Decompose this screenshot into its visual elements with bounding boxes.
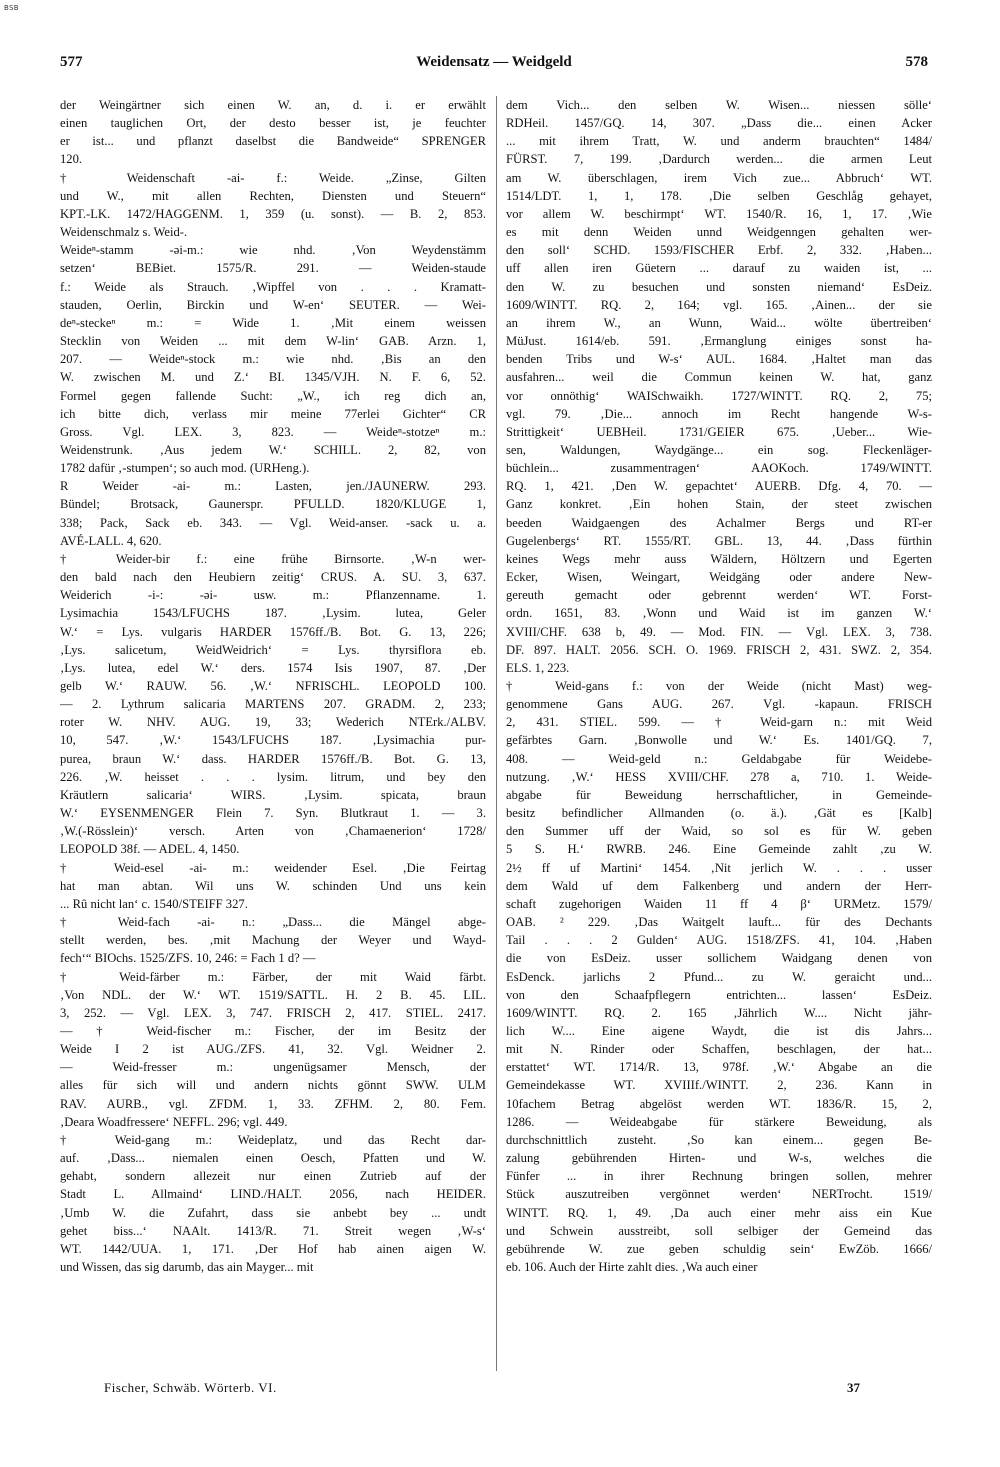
- text-line: benden Tribs und W-s‘ AUL. 1684. ‚Haltet man das: [506, 352, 932, 367]
- text-line: RQ. 1, 421. ‚Den W. gepachtet‘ AUERB. Dfg. 4, 70. —: [506, 479, 932, 494]
- text-line: W.‘ EYSENMENGER Flein 7. Syn. Blutkraut 1. — 3.: [60, 806, 486, 821]
- text-line: Ecker, Wisen, Weingart, Weidgäng oder andere New-: [506, 570, 932, 585]
- text-line: stellt werden, bes. ‚mit Machung der Weyer und Wayd-: [60, 933, 486, 948]
- text-line: Weidenschmalz s. Weid-.: [60, 225, 188, 240]
- text-line: ... mit ihrem Tratt, W. und anderm brauchten“ 1484/: [506, 134, 932, 149]
- text-line: FÜRST. 7, 199. ‚Dardurch werden... die armen Leut: [506, 152, 932, 167]
- right-column: [506, 96, 932, 1276]
- text-line: gehabt, sondern allezeit nur einen Zutrieb auf der: [60, 1169, 486, 1184]
- text-line: Kräutlern salicaria‘ WIRS. ‚Lysim. spicata, braun: [60, 787, 486, 802]
- text-line: auf. ‚Dass... niemalen einen Oesch, Pfatten und W.: [60, 1151, 486, 1166]
- text-line: XVIII/CHF. 638 b, 49. — Mod. FIN. — Vgl. LEX. 3, 738.: [506, 624, 932, 639]
- text-line: Weide I 2 ist AUG./ZFS. 41, 32. Vgl. Weidner 2.: [60, 1042, 486, 1057]
- text-line: dem Vich... den selben W. Wisen... niessen sölle‘: [506, 98, 932, 112]
- text-line: purea, braun W.‘ dass. HARDER 1576ff./B. Bot. G. 13,: [60, 751, 486, 766]
- text-line: fech‘“ BIOchs. 1525/ZFS. 10, 246: = Fach 1 d? —: [60, 951, 316, 966]
- text-line: ich bitte dich, verlass mir meine 77erlei Gichter“ CR: [60, 406, 486, 421]
- text-line: EsDenck. jarlichs 2 Pfund... zu W. geraicht und...: [506, 969, 932, 984]
- text-line: keines Wegs mehr auss Wäldern, Höltzern und Egerten: [506, 551, 932, 566]
- text-line: ausfahren... weil die Commun keinen W. hat, ganz: [506, 370, 932, 385]
- text-line: † Weid-gans f.: von der Weide (nicht Mast) weg-: [506, 679, 932, 693]
- page-header: [60, 54, 928, 76]
- text-line: † Weid-esel -ai- m.: weidender Esel. ‚Die Feirtag: [60, 860, 486, 875]
- text-line: sen, Waldungen, Waydgänge... ein sog. Fleckenläger-: [506, 442, 932, 457]
- text-line: schaft zugehorigen Waiden 11 ff 4 β‘ URMetz. 1579/: [506, 896, 932, 911]
- text-line: ‚W.(-Rösslein)‘ versch. Arten von ‚Chamaenerion‘ 1728/: [60, 824, 486, 839]
- text-line: gehet biss...‘ NAAlt. 1413/R. 71. Streit wegen ‚W-s‘: [60, 1223, 486, 1238]
- text-line: R Weider -ai- m.: Lasten, jen./JAUNERW. 293.: [60, 479, 486, 494]
- text-line: die von EsDeiz. usser sollichem Waidgang denen von: [506, 951, 932, 966]
- page-number-right: 578: [905, 54, 928, 70]
- text-line: durchschnittlich zusteht. ‚So kan einem... gegen Be-: [506, 1132, 932, 1147]
- book-signature: Fischer, Schwäb. Wörterb. VI.: [104, 1380, 277, 1395]
- text-line: Gross. Vgl. LEX. 3, 823. — Weideⁿ-stotzeⁿ m.:: [60, 424, 486, 439]
- text-line: Ganz konkret. ‚Ein hohen Stain, der steet zwischen: [506, 497, 932, 512]
- library-mark: BSB: [4, 4, 19, 12]
- text-line: ordn. 1651, 83. ‚Wonn und Waid ist im ganzen W.‘: [506, 606, 932, 621]
- text-line: roter W. NHV. AUG. 19, 33; Wederich NTErk./ALBV.: [60, 715, 486, 730]
- text-line: 2½ ff uf Martini‘ 1454. ‚Nit jerlich W. . . . usser: [506, 860, 932, 875]
- text-line: abgabe für Beweidung herrschaftlicher, in Gemeinde-: [506, 787, 932, 802]
- text-line: AVÉ-LALL. 4, 620.: [60, 533, 162, 548]
- text-line: 1286. — Weideabgabe für stärkere Beweidung, als: [506, 1114, 932, 1129]
- text-line: dem Wald uf dem Falkenberg und andern der Herr-: [506, 878, 932, 893]
- text-line: Fünfer ... in ihrer Rechnung bringen sollen, mehrer: [506, 1169, 932, 1184]
- sheet-number: 37: [847, 1380, 860, 1395]
- text-line: Stecklin von Weiden ... mit dem W-lin‘ GAB. Arzn. 1,: [60, 334, 486, 349]
- page-title: Weidensatz — Weidgeld: [416, 54, 572, 70]
- text-line: ELS. 1, 223.: [506, 660, 570, 675]
- text-line: 1609/WINTT. RQ. 2. 165 ‚Jährlich W.... Nicht jähr-: [506, 1005, 932, 1020]
- text-line: 1782 dafür ‚-stumpen‘; so auch mod. (URHeng.).: [60, 461, 310, 476]
- text-line: 1514/LDT. 1, 1, 178. ‚Die selben Geschlåg gehayet,: [506, 188, 932, 203]
- page-number-left: 577: [60, 54, 83, 70]
- text-line: und Wissen, das sig darumb, das ain Mayger... mit: [60, 1260, 314, 1274]
- text-line: 3, 252. — Vgl. LEX. 3, 747. FRISCH 2, 417. STIEL. 2417.: [60, 1005, 486, 1020]
- text-line: † Weid-färber m.: Färber, der mit Waid färbt.: [60, 969, 486, 984]
- text-line: gereuth gemacht oder gebrennt werden‘ WT. Forst-: [506, 588, 932, 603]
- text-line: vor onnöthig‘ WAISchwaikh. 1727/WINTT. RQ. 2, 75;: [506, 388, 932, 403]
- text-line: † Weid-gang m.: Weideplatz, und das Recht dar-: [60, 1132, 486, 1147]
- text-line: † Weid-fach -ai- n.: „Dass... die Mängel abge-: [60, 915, 486, 930]
- text-line: 10, 547. ‚W.‘ 1543/LFUCHS 187. ‚Lysimachia pur-: [60, 733, 486, 748]
- text-line: lich W.... Eine aigene Waydt, die ist dis Jahrs...: [506, 1023, 932, 1038]
- text-line: RAV. AURB., vgl. ZFDM. 1, 33. ZFHM. 2, 80. Fem.: [60, 1096, 486, 1111]
- text-line: 5 S. H.‘ RWRB. 246. Eine Gemeinde zahlt ‚zu W.: [506, 842, 932, 857]
- text-line: Tail . . . 2 Gulden‘ AUG. 1518/ZFS. 41, 104. ‚Haben: [506, 933, 932, 948]
- text-line: und Schwein ausstreibt, soll selbiger der Gemeind das: [506, 1223, 932, 1238]
- column-divider: [496, 96, 497, 1371]
- text-line: ‚Lys. lutea, edel W.‘ ders. 1574 Isis 1907, 87. ‚Der: [60, 660, 486, 675]
- text-line: ‚Deara Woadfressere‘ NEFFL. 296; vgl. 449.: [60, 1114, 288, 1129]
- text-line: f.: Weide als Strauch. ‚Wipffel von . . . Kramatt-: [60, 279, 486, 294]
- text-line: am W. überschlagen, irem Vich zue... Abbruch‘ WT.: [506, 170, 932, 185]
- text-line: 408. — Weid-geld n.: Geldabgabe für Weidebe-: [506, 751, 932, 766]
- text-line: LEOPOLD 38f. — ADEL. 4, 1450.: [60, 842, 240, 857]
- text-line: OAB. ² 229. ‚Das Waitgelt lauft... für des Dechants: [506, 915, 932, 930]
- text-line: Weidenstrunk. ‚Aus jedem W.‘ SCHILL. 2, 82, von: [60, 442, 486, 457]
- text-line: DF. 897. HALT. 2056. SCH. O. 1969. FRISCH 2, 431. SWZ. 2, 354.: [506, 642, 932, 657]
- text-line: Weiderich -i-: -əi- usw. m.: Pflanzenname. 1.: [60, 588, 486, 603]
- text-line: Gugelenbergs‘ RT. 1555/RT. GBL. 13, 44. ‚Dass fürthin: [506, 533, 932, 548]
- text-line: nutzung. ‚W.‘ HESS XVIII/CHF. 278 a, 710. 1. Weide-: [506, 769, 932, 784]
- text-line: W.‘ = Lys. vulgaris HARDER 1576ff./B. Bot. G. 13, 226;: [60, 624, 486, 639]
- text-line: besitz befindlicher Allmanden (o. ä.). ‚Gät es [Kalb]: [506, 806, 932, 821]
- text-line: und W., mit allen Rechten, Diensten und Steuern“: [60, 188, 486, 203]
- text-line: 226. ‚W. heisset . . . lysim. litrum, und bey den: [60, 769, 486, 784]
- text-line: beeden Waidgaengen des Achalmer Bergs und RT-er: [506, 515, 932, 530]
- text-line: einen tauglichen Ort, der desto besser ist, je feuchter: [60, 116, 486, 131]
- text-line: den bald nach den Heubiern zeitig‘ CRUS. A. SU. 3, 637.: [60, 570, 486, 585]
- text-line: von den Schaafpflegern entrichten... lassen‘ EsDeiz.: [506, 987, 932, 1002]
- text-line: Gemeindekasse WT. XVIIIf./WINTT. 2, 236. Kann in: [506, 1078, 932, 1093]
- text-line: uff allen iren Güetern ... darauf zu waiden ist, ...: [506, 261, 932, 276]
- text-line: Bündel; Brotsack, Gaunerspr. PFULLD. 1820/KLUGE 1,: [60, 497, 486, 512]
- text-line: setzen‘ BEBiet. 1575/R. 291. — Weiden-staude: [60, 261, 486, 276]
- text-line: W. zwischen M. und Z.‘ BI. 1345/VJH. N. F. 6, 52.: [60, 370, 486, 385]
- text-line: — † Weid-fischer m.: Fischer, der im Besitz der: [60, 1023, 486, 1038]
- text-line: eb. 106. Auch der Hirte zahlt dies. ‚Wa auch einer: [506, 1260, 758, 1274]
- text-line: WT. 1442/UUA. 1, 171. ‚Der Hof hab ainen aigen W.: [60, 1241, 486, 1256]
- text-line: büchlein... zusammentragen‘ AAOKoch. 1749/WINTT.: [506, 461, 932, 476]
- page-footer: [104, 1380, 860, 1396]
- left-column: [60, 96, 486, 1276]
- text-line: stauden, Oerlin, Birckin und W-en‘ SEUTER. — Wei-: [60, 297, 486, 312]
- text-line: † Weidenschaft -ai- f.: Weide. „Zinse, Gilten: [60, 170, 486, 185]
- text-line: ‚Umb W. die Zufahrt, dass sie anbebt bey ... undt: [60, 1205, 486, 1220]
- text-line: er ist... und pflanzt daselbst die Bandweide“ SPRENGER: [60, 134, 486, 149]
- text-line: ... Rû nicht lan‘ c. 1540/STEIFF 327.: [60, 896, 248, 911]
- text-line: Weideⁿ-stamm -əi-m.: wie nhd. ‚Von Weydenstämm: [60, 243, 486, 258]
- text-line: Formel gegen fallende Sucht: „W., ich reg dich an,: [60, 388, 486, 403]
- text-line: WINTT. RQ. 1, 49. ‚Da auch einer mehr aiss ein Kue: [506, 1205, 932, 1220]
- text-line: gefärbtes Garn. ‚Bonwolle und W.‘ Es. 1401/GQ. 7,: [506, 733, 932, 748]
- text-line: an ihrem W., an Wunn, Waid... wölte übertreiben‘: [506, 315, 932, 330]
- text-line: — 2. Lythrum salicaria MARTENS 207. GRADM. 2, 233;: [60, 697, 486, 712]
- text-line: genommene Gans AUG. 267. Vgl. -kapaun. FRISCH: [506, 697, 932, 712]
- text-line: Stück auszutreiben vergönnet werden‘ NERTrocht. 1519/: [506, 1187, 932, 1202]
- text-line: den Summer uff der Waid, so sol es für W. geben: [506, 824, 932, 839]
- text-line: gelb W.‘ RAUW. 56. ‚W.‘ NFRISCHL. LEOPOLD 100.: [60, 679, 486, 693]
- text-line: mit N. Rinder oder Schaffen, beschlagen, der hat...: [506, 1042, 932, 1057]
- text-line: Lysimachia 1543/LFUCHS 187. ‚Lysim. lutea, Geler: [60, 606, 486, 621]
- text-line: den W. zu besuchen und sonsten niemand‘ EsDeiz.: [506, 279, 932, 294]
- text-line: 338; Pack, Sack eb. 343. — Vgl. Weid-anser. -sack u. a.: [60, 515, 486, 530]
- text-line: 10fachem Betrag abgelöst werden WT. 1836/R. 15, 2,: [506, 1096, 932, 1111]
- text-line: ‚Von NDL. der W.‘ WT. 1519/SATTL. H. 2 B. 45. LIL.: [60, 987, 486, 1002]
- text-line: erstattet‘ WT. 1714/R. 13, 978f. ‚W.‘ Abgabe an die: [506, 1060, 932, 1075]
- text-line: Strittigkeit‘ UEBHeil. 1731/GEIER 675. ‚Ueber... Wie-: [506, 424, 932, 439]
- text-line: alles für sich will und andern nichts gönnt SWW. ULM: [60, 1078, 486, 1093]
- text-line: es mit denn Weiden unnd Weidgenngen gehalten wer-: [506, 225, 932, 240]
- text-line: 120.: [60, 152, 83, 167]
- text-line: vor allem W. beschirmpt‘ WT. 1540/R. 16, 1, 17. ‚Wie: [506, 206, 932, 221]
- text-line: der Weingärtner sich einen W. an, d. i. er erwählt: [60, 98, 486, 112]
- text-line: zalung gebührenden Hirten- und W-s, welches die: [506, 1151, 932, 1166]
- text-line: † Weider-bir f.: eine frühe Birnsorte. ‚W-n wer-: [60, 551, 486, 566]
- text-line: hat man abtan. Wil uns W. schinden Und uns kein: [60, 878, 486, 893]
- text-line: 2, 431. STIEL. 599. — † Weid-garn n.: mit Weid: [506, 715, 932, 730]
- text-line: RDHeil. 1457/GQ. 14, 307. „Dass die... einen Acker: [506, 116, 932, 131]
- text-line: 1609/WINTT. RQ. 2, 164; vgl. 165. ‚Ainen... der sie: [506, 297, 932, 312]
- dictionary-columns: [60, 96, 932, 1371]
- text-line: 207. — Weideⁿ-stock m.: wie nhd. ‚Bis an den: [60, 352, 486, 367]
- text-line: den soll‘ SCHD. 1593/FISCHER Erbf. 2, 332. ‚Haben...: [506, 243, 932, 258]
- text-line: Stadt L. Allmaind‘ LIND./HALT. 2056, nach HEIDER.: [60, 1187, 486, 1202]
- text-line: — Weid-fresser m.: ungenügsamer Mensch, der: [60, 1060, 486, 1075]
- text-line: MüJust. 1614/eb. 591. ‚Ermanglung einiges sonst ha-: [506, 334, 932, 349]
- text-line: ‚Lys. salicetum, WeidWeidrich‘ = Lys. thyrsiflora eb.: [60, 642, 486, 657]
- text-line: KPT.-LK. 1472/HAGGENM. 1, 359 (u. sonst). — B. 2, 853.: [60, 206, 486, 221]
- text-line: gebührende W. zue geben schuldig sein‘ EwZöb. 1666/: [506, 1241, 932, 1256]
- text-line: deⁿ-steckeⁿ m.: = Wide 1. ‚Mit einem weissen: [60, 315, 486, 330]
- text-line: vgl. 79. ‚Die... annoch im Recht hangende W-s-: [506, 406, 932, 421]
